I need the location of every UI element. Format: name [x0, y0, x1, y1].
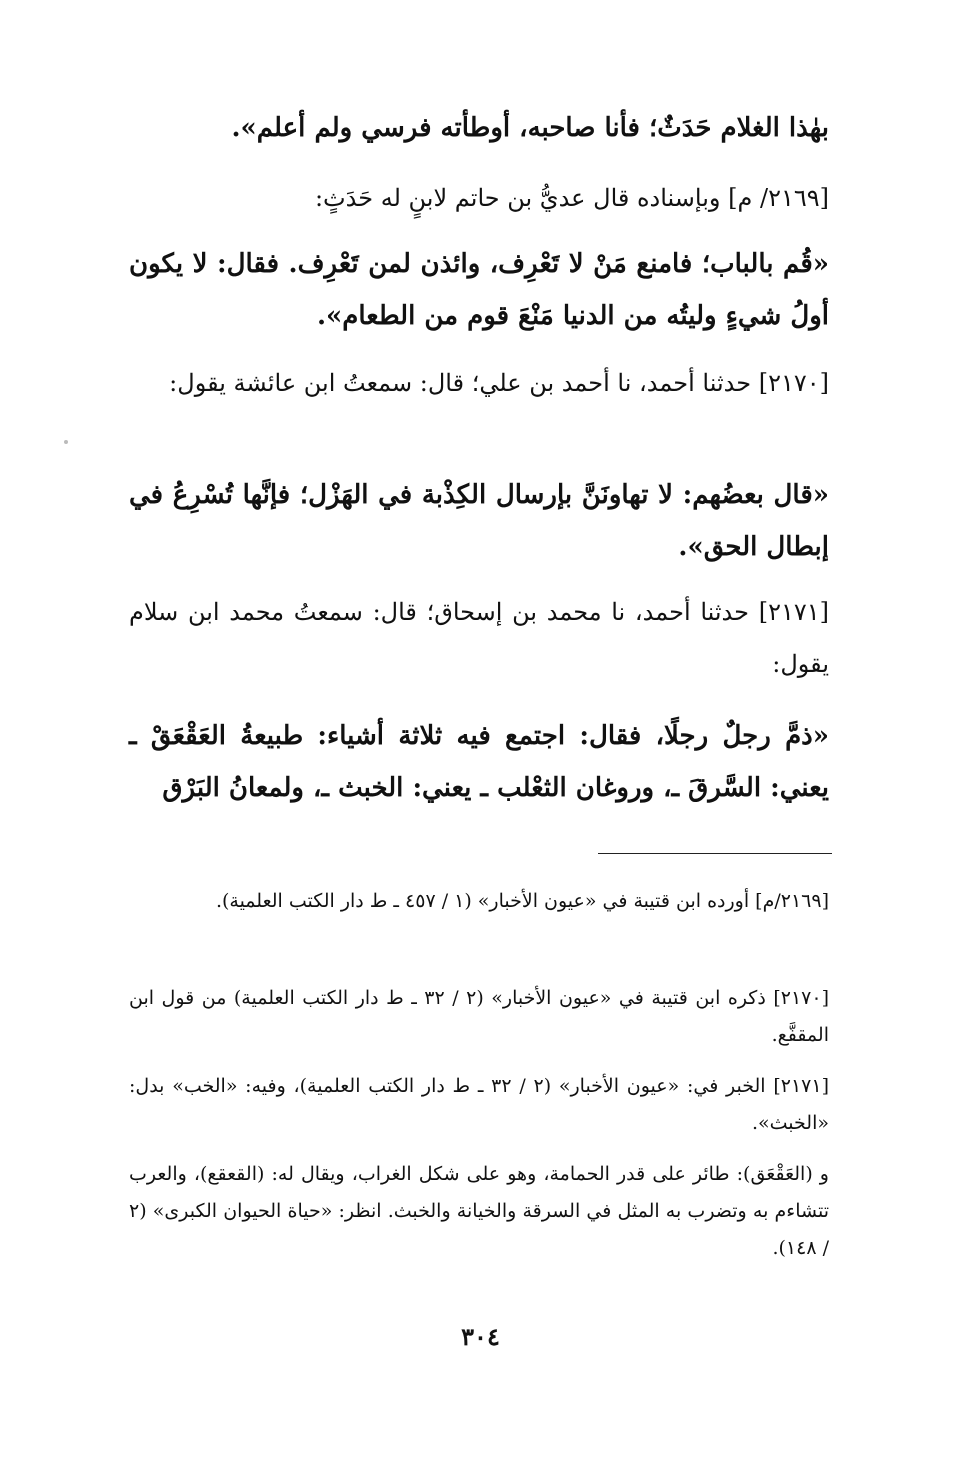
- report-number: [٢١٦٩/ م]: [728, 184, 829, 212]
- paragraph-2169m: [129, 172, 829, 224]
- isnad-text: حدثنا أحمد، نا محمد بن إسحاق؛ قال: سمعتُ محمد ابن سلام يقول:: [129, 598, 829, 678]
- footnote-separator: [598, 853, 832, 854]
- footnote-number: [٢١٧٠]: [773, 987, 829, 1009]
- footnote-text: ذكره ابن قتيبة في «عيون الأخبار» (٢ / ٣٢ ـ ط دار الكتب العلمية) من قول ابن المقفَّع.: [129, 987, 829, 1046]
- footnote-number: [٢١٧١]: [773, 1075, 829, 1097]
- report-number: [٢١٧٠]: [758, 369, 829, 397]
- quote-2170: [129, 469, 829, 573]
- footnote-aqaq: [129, 1156, 829, 1267]
- footnote-number: [٢١٦٩/م]: [755, 890, 829, 912]
- footnote-2169m: [129, 883, 829, 920]
- footnote-2171: [129, 1068, 829, 1142]
- quote-text: «ذمَّ رجلٌ رجلًا، فقال: اجتمع فيه ثلاثة أشياء: طبيعةُ العَقْعَقْ ـ يعني: السَّرقَ ـ، وروغان الثعْلب ـ يعني: الخبث ـ، ولمعانُ البَرْق: [129, 721, 829, 803]
- quote-text: «قُم بالباب؛ فامنع مَنْ لا تَعْرِف، وائذن لمن تَعْرِف. فقال: لا يكون أولُ شيءٍ وليتُه من الدنيا مَنْعَ قوم من الطعام».: [129, 249, 829, 331]
- page-number: ٣٠٤: [461, 1322, 500, 1351]
- footnote-text: و (العَقْعَق): طائر على قدر الحمامة، وهو على شكل الغراب، ويقال له: (القعقع)، والعرب تتشاءم به وتضرب به المثل في السرقة والخيانة والخبث. انظر: «حياة الحيوان الكبرى» (٢ / ١٤٨).: [129, 1163, 829, 1259]
- paragraph-2171: [129, 586, 829, 690]
- footnote-text: أورده ابن قتيبة في «عيون الأخبار» (١ / ٤٥٧ ـ ط دار الكتب العلمية).: [215, 890, 756, 912]
- paragraph-2170: [129, 357, 829, 409]
- footnote-text: الخبر في: «عيون الأخبار» (٢ / ٣٢ ـ ط دار الكتب العلمية)، وفيه: «الخب» بدل: «الخبث».: [129, 1075, 829, 1134]
- body-line-continuation: [129, 102, 829, 154]
- quote-2169m: [129, 238, 829, 342]
- quote-text: «قال بعضُهم: لا تهاونَنَّ بإرسال الكِذْبة في الهَزْل؛ فإنَّها تُسْرِعُ في إبطال الحق».: [129, 480, 829, 562]
- report-number: [٢١٧١]: [758, 598, 829, 626]
- quote-2171: [129, 710, 829, 814]
- continuation-text: بهٰذا الغلام حَدَثٌ؛ فأنا صاحبه، أوطأته فرسي ولم أعلم».: [231, 113, 829, 143]
- isnad-text: حدثنا أحمد، نا أحمد بن علي؛ قال: سمعتُ ابن عائشة يقول:: [169, 369, 759, 397]
- isnad-text: وبإسناده قال عديُّ بن حاتم لابنٍ له حَدَثٍ:: [314, 184, 729, 212]
- margin-speck: [64, 440, 68, 444]
- footnote-2170: [129, 980, 829, 1054]
